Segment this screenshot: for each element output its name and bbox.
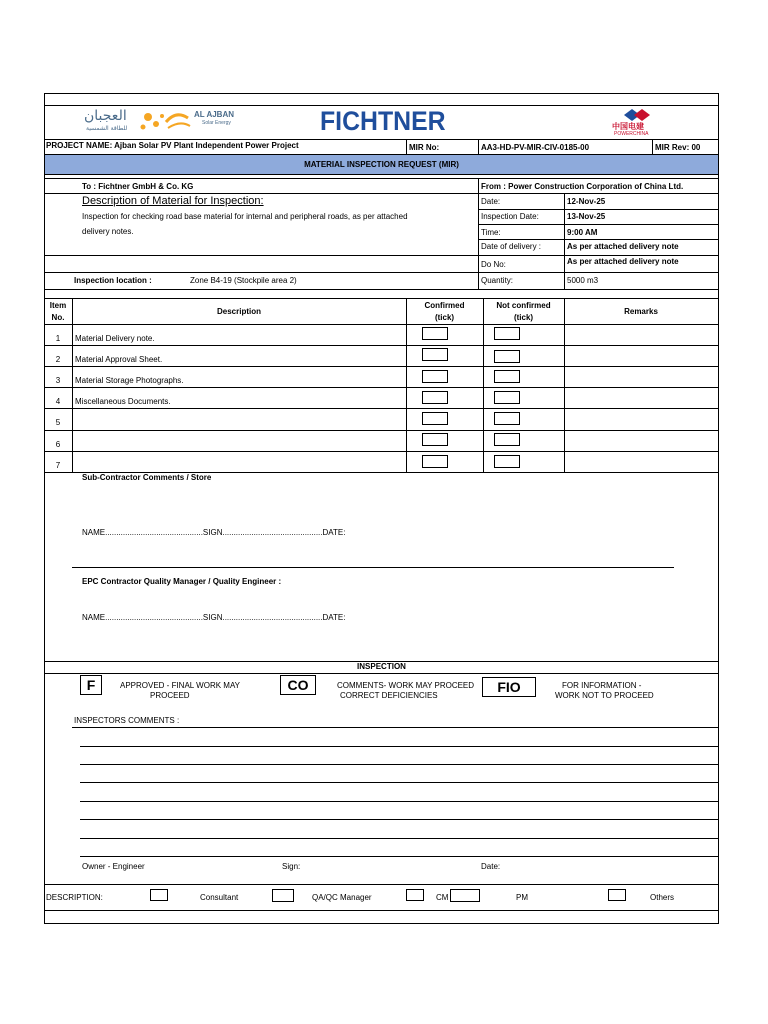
col-description-header: Description (216, 307, 261, 316)
date-value: 12-Nov-25 (567, 197, 606, 206)
confirmed-checkbox-5[interactable] (422, 412, 448, 425)
item-desc-1: Material Delivery note. (75, 334, 155, 343)
col-confirmed-header-1: Confirmed (424, 301, 465, 310)
item-no-5: 5 (55, 418, 61, 427)
confirmed-checkbox-1[interactable] (422, 327, 448, 340)
location-label: Inspection location : (74, 276, 152, 285)
code-f-desc-2: PROCEED (150, 691, 190, 700)
qaqc-manager-checkbox[interactable] (272, 889, 294, 902)
date-label: Date: (481, 197, 501, 206)
code-f-box[interactable]: F (80, 675, 102, 695)
rule (44, 178, 719, 179)
rule (44, 193, 719, 194)
logo-en-subtext: Solar Energy (202, 120, 231, 126)
col-remarks-header: Remarks (624, 307, 658, 316)
code-fio-desc-2: WORK NOT TO PROCEED (555, 691, 654, 700)
col-item-header-2: No. (51, 313, 65, 322)
fichtner-logo: FICHTNER (320, 106, 446, 136)
pm-label: PM (516, 893, 528, 902)
rule (44, 289, 719, 290)
rule (44, 673, 719, 674)
confirmed-checkbox-2[interactable] (422, 348, 448, 361)
description-line-1: Inspection for checking road base material for internal and peripheral roads, as per attached (82, 212, 408, 221)
powerchina-mark-icon (622, 108, 652, 122)
logo-en-text: AL AJBAN (194, 110, 235, 119)
logo-arabic-text: العجبان (84, 108, 127, 124)
not-confirmed-checkbox-7[interactable] (494, 455, 520, 468)
item-desc-4: Miscellaneous Documents. (75, 397, 171, 406)
owner-engineer-label: Owner - Engineer (82, 862, 145, 871)
others-label: Others (650, 893, 675, 902)
rule (44, 910, 719, 911)
item-no-2: 2 (55, 355, 61, 364)
comment-line (80, 746, 719, 747)
consultant-label: Consultant (200, 893, 239, 902)
comment-line (80, 838, 719, 839)
rule (478, 209, 719, 210)
confirmed-checkbox-7[interactable] (422, 455, 448, 468)
rule (44, 174, 719, 175)
rule (44, 408, 719, 409)
not-confirmed-checkbox-6[interactable] (494, 433, 520, 446)
col-confirmed-header-2: (tick) (434, 313, 455, 322)
item-no-1: 1 (55, 334, 61, 343)
quantity-label: Quantity: (481, 276, 514, 285)
rule (44, 272, 478, 273)
code-co-desc-2: CORRECT DEFICIENCIES (340, 691, 438, 700)
item-no-3: 3 (55, 376, 61, 385)
time-label: Time: (481, 228, 501, 237)
do-no-label: Do No: (481, 260, 506, 269)
pm-checkbox[interactable] (450, 889, 480, 902)
rule (44, 298, 719, 299)
frame-right (718, 93, 719, 924)
not-confirmed-checkbox-4[interactable] (494, 391, 520, 404)
do-no-value: As per attached delivery note (567, 257, 679, 266)
inspection-date-value: 13-Nov-25 (567, 212, 606, 221)
rule (44, 255, 719, 256)
inspection-title: INSPECTION (357, 662, 406, 671)
al-ajban-logo (84, 108, 254, 138)
confirmed-checkbox-6[interactable] (422, 433, 448, 446)
rule (72, 567, 674, 568)
rule (478, 272, 719, 273)
comment-line (80, 819, 719, 820)
time-value: 9:00 AM (567, 228, 598, 237)
epc-heading: EPC Contractor Quality Manager / Quality Engineer : (82, 577, 282, 586)
to-field: To : Fichtner GmbH & Co. KG (82, 182, 194, 191)
inspection-date-label: Inspection Date: (481, 212, 539, 221)
powerchina-en-text: POWERCHINA (614, 131, 649, 137)
confirmed-checkbox-3[interactable] (422, 370, 448, 383)
rule (564, 193, 565, 289)
cm-label: CM (436, 893, 449, 902)
rule (44, 366, 719, 367)
mir-rev: MIR Rev: 00 (655, 143, 701, 152)
rule (478, 224, 719, 225)
rule (44, 430, 719, 431)
rule (478, 239, 719, 240)
frame-left (44, 93, 45, 924)
code-co-box[interactable]: CO (280, 675, 316, 695)
code-fio-box[interactable]: FIO (482, 677, 536, 697)
item-desc-2: Material Approval Sheet. (75, 355, 163, 364)
mir-no-label: MIR No: (409, 143, 440, 152)
subcontractor-sign-line: NAME............................................SIGN.............................................DATE: (82, 528, 346, 537)
rule (44, 345, 719, 346)
not-confirmed-checkbox-5[interactable] (494, 412, 520, 425)
delivery-date-label: Date of delivery : (481, 242, 542, 251)
rule (406, 139, 407, 154)
quantity-value: 5000 m3 (567, 276, 599, 285)
subcontractor-heading: Sub-Contractor Comments / Store (82, 473, 212, 482)
project-name: PROJECT NAME: Ajban Solar PV Plant Independent Power Project (46, 141, 299, 150)
rule (478, 139, 479, 154)
powerchina-logo (608, 108, 668, 138)
code-f-desc-1: APPROVED - FINAL WORK MAY (120, 681, 241, 690)
inspectors-comments-label: INSPECTORS COMMENTS : (74, 716, 180, 725)
col-item-header-1: Item (49, 301, 67, 310)
consultant-checkbox[interactable] (150, 889, 168, 901)
cm-checkbox[interactable] (406, 889, 424, 901)
others-checkbox[interactable] (608, 889, 626, 901)
rule (44, 387, 719, 388)
code-co-desc-1: COMMENTS- WORK MAY PROCEED (337, 681, 475, 690)
rule (44, 884, 719, 885)
description-line-2: delivery notes. (82, 227, 134, 236)
description-heading: Description of Material for Inspection: (82, 195, 264, 207)
owner-sign-label: Sign: (282, 862, 301, 871)
form-title: MATERIAL INSPECTION REQUEST (MIR) (304, 160, 459, 169)
code-fio-desc-1: FOR INFORMATION - (562, 681, 642, 690)
item-desc-3: Material Storage Photographs. (75, 376, 184, 385)
rule (44, 324, 719, 325)
frame-top (44, 93, 719, 94)
not-confirmed-checkbox-2[interactable] (494, 350, 520, 363)
rule (652, 139, 653, 154)
col-notconfirmed-header-1: Not confirmed (496, 301, 551, 310)
comment-line (80, 801, 719, 802)
location-value: Zone B4-19 (Stockpile area 2) (190, 276, 297, 285)
delivery-date-value: As per attached delivery note (567, 242, 679, 251)
mir-no-value: AA3-HD-PV-MIR-CIV-0185-00 (481, 143, 590, 152)
frame-bottom (44, 923, 719, 924)
not-confirmed-checkbox-3[interactable] (494, 370, 520, 383)
comment-line (80, 764, 719, 765)
sun-swirl-icon (136, 108, 192, 134)
owner-date-label: Date: (481, 862, 501, 871)
powerchina-cn-text: 中国电建 (612, 122, 644, 131)
item-no-7: 7 (55, 461, 61, 470)
item-no-4: 4 (55, 397, 61, 406)
distribution-label: DESCRIPTION: (46, 893, 103, 902)
rule (44, 451, 719, 452)
not-confirmed-checkbox-1[interactable] (494, 327, 520, 340)
col-notconfirmed-header-2: (tick) (513, 313, 534, 322)
comment-line (80, 856, 719, 857)
qaqc-manager-label: QA/QC Manager (312, 893, 372, 902)
epc-sign-line: NAME............................................SIGN.............................................DATE: (82, 613, 346, 622)
item-no-6: 6 (55, 440, 61, 449)
from-field: From : Power Construction Corporation of China Ltd. (481, 182, 684, 191)
confirmed-checkbox-4[interactable] (422, 391, 448, 404)
rule (44, 139, 719, 140)
comment-line (80, 782, 719, 783)
logo-arabic-subtext: للطاقة الشمسية (86, 125, 128, 132)
rule (72, 727, 719, 728)
